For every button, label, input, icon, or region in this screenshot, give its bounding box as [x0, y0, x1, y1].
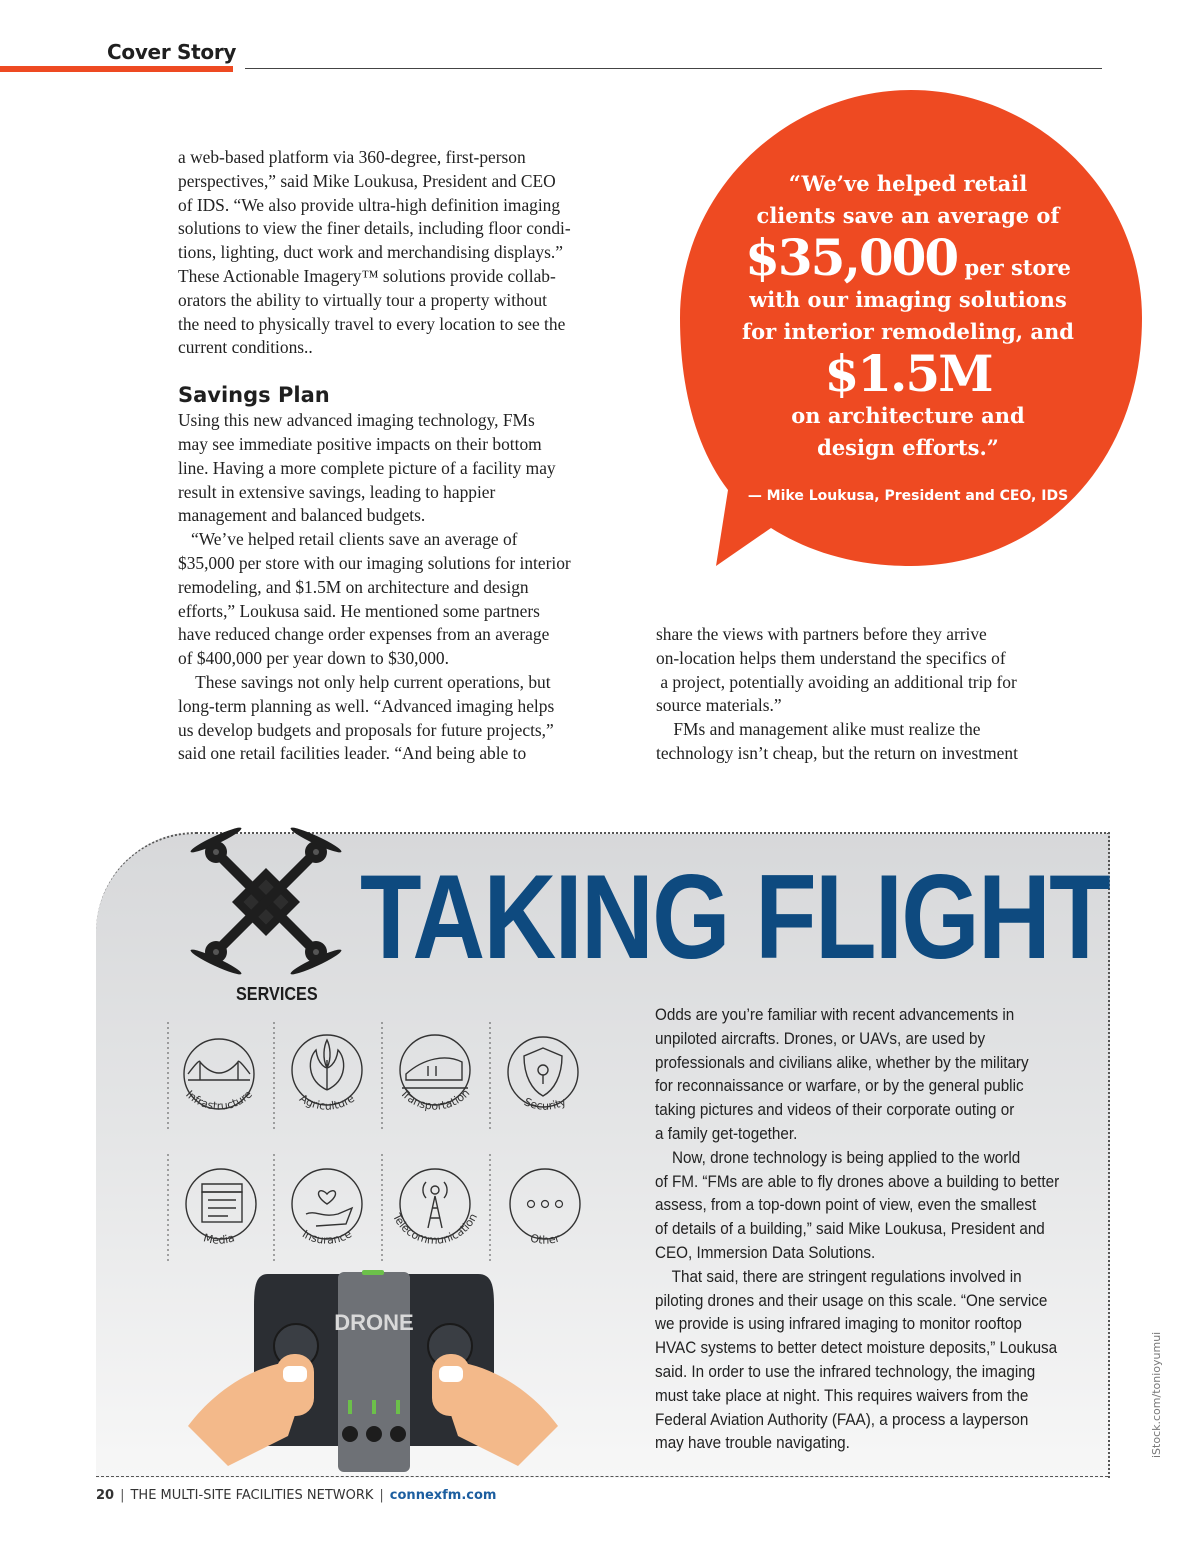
service-label-infrastructure: Infrastructure: [183, 1087, 255, 1113]
service-label-insurance: Insurance: [299, 1227, 355, 1247]
quote-attribution: — Mike Loukusa, President and CEO, IDS: [747, 488, 1069, 504]
article-column-1: [178, 146, 628, 766]
quote-line: clients save an average of: [756, 203, 1060, 228]
paragraph-line: current conditions..: [178, 337, 313, 358]
page-number: 20: [96, 1488, 115, 1503]
paragraph-line: we provide is using infrared imaging to monitor rooftop: [655, 1315, 1022, 1334]
paragraph-line: HVAC systems to better detect moisture deposits,” Loukusa: [655, 1339, 1058, 1358]
paragraph-line: source materials.”: [656, 695, 782, 716]
paragraph-line: management and balanced budgets.: [178, 505, 426, 526]
quote-line: for interior remodeling, and: [742, 319, 1074, 344]
quote-highlight-line: [728, 228, 1088, 287]
pull-quote: [728, 168, 1088, 504]
service-label-other: Other: [528, 1231, 562, 1247]
paragraph-line: “We’ve helped retail clients save an average of: [178, 529, 518, 550]
paragraph-line: may have trouble navigating.: [655, 1434, 850, 1453]
service-label-transportation: Transportation: [397, 1086, 473, 1113]
subhead: Savings Plan: [178, 383, 330, 408]
quote-figure-1-5m: $1.5M: [824, 344, 992, 403]
header-accent-rule: [0, 66, 233, 72]
publication-name: THE MULTI-SITE FACILITIES NETWORK: [130, 1488, 374, 1503]
header-rule: [245, 68, 1102, 69]
sidebar-bottom-rule: [96, 1476, 1108, 1477]
paragraph-line: us develop budgets and proposals for future projects,”: [178, 719, 554, 740]
paragraph-line: piloting drones and their usage on this scale. “One service: [655, 1291, 1048, 1310]
paragraph-line: perspectives,” said Mike Loukusa, President and CEO: [178, 170, 556, 191]
drone-brand-label: DRONE: [334, 1310, 414, 1335]
paragraph-line: technology isn’t cheap, but the return on investment: [656, 742, 1018, 763]
quote-line: with our imaging solutions: [749, 287, 1067, 312]
paragraph-line: of details of a building,” said Mike Loukusa, President and: [655, 1220, 1045, 1239]
paragraph-line: orators the ability to virtually tour a property without: [178, 289, 547, 310]
paragraph-line: must take place at night. This requires waivers from the: [655, 1386, 1029, 1405]
paragraph-line: line. Having a more complete picture of a facility may: [178, 457, 556, 478]
website-link[interactable]: connexfm.com: [389, 1488, 497, 1503]
paragraph-line: Using this new advanced imaging technology, FMs: [178, 410, 535, 431]
drone-controller-icon: [188, 1266, 558, 1476]
drone-icon: [186, 822, 346, 982]
paragraph-line: on-location helps them understand the specifics of: [656, 647, 1006, 668]
paragraph-line: share the views with partners before they arrive: [656, 624, 987, 644]
paragraph-line: unpiloted aircrafts. Drones, or UAVs, are used by: [655, 1029, 986, 1048]
service-label-security: Security: [522, 1095, 569, 1113]
quote-line: on architecture and: [791, 403, 1025, 428]
paragraph-line: said one retail facilities leader. “And being able to: [178, 743, 527, 764]
quote-figure-35000: $35,000: [745, 228, 958, 287]
paragraph-line: taking pictures and videos of their corporate outing or: [655, 1101, 1015, 1120]
paragraph-line: tions, lighting, duct work and merchandising displays.”: [178, 242, 563, 263]
quote-line: “We’ve helped retail: [788, 171, 1028, 196]
services-icon-grid: [166, 1018, 606, 1268]
paragraph-line: FMs and management alike must realize the: [656, 719, 981, 740]
paragraph-line: CEO, Immersion Data Solutions.: [655, 1243, 876, 1262]
paragraph-line: result in extensive savings, leading to happier: [178, 481, 496, 502]
paragraph-line: have reduced change order expenses from an average: [178, 624, 550, 645]
sidebar-body: [655, 1004, 1060, 1456]
service-label-telecommunication: Telecommunication: [390, 1211, 481, 1247]
paragraph-line: These Actionable Imagery™ solutions provide collab-: [178, 265, 556, 286]
section-label: Cover Story: [107, 40, 237, 64]
paragraph-line: a family get-together.: [655, 1124, 798, 1143]
paragraph-line: the need to physically travel to every location to see the: [178, 313, 566, 334]
footer-separator: |: [379, 1488, 384, 1503]
article-column-2: [656, 623, 1106, 766]
paragraph-line: Federal Aviation Authority (FAA), a process a layperson: [655, 1410, 1029, 1429]
service-label-media: Media: [201, 1231, 237, 1247]
paragraph-line: professionals and civilians alike, whether by the military: [655, 1053, 1029, 1072]
quote-line: design efforts.”: [817, 435, 999, 460]
paragraph-line: for reconnaissance or warfare, or by the general public: [655, 1077, 1024, 1096]
sidebar-title: TAKING FLIGHT: [360, 850, 1109, 984]
paragraph-line: of IDS. “We also provide ultra-high definition imaging: [178, 194, 561, 215]
paragraph-line: may see immediate positive impacts on their bottom: [178, 433, 542, 454]
service-label-agriculture: Agriculture: [297, 1091, 357, 1113]
paragraph-line: Now, drone technology is being applied to the world: [655, 1148, 1021, 1167]
paragraph-line: long-term planning as well. “Advanced imaging helps: [178, 695, 555, 716]
paragraph-line: remodeling, and $1.5M on architecture and design: [178, 576, 529, 597]
paragraph-line: $35,000 per store with our imaging solutions for interior: [178, 552, 571, 573]
paragraph-line: a project, potentially avoiding an additional trip for: [656, 671, 1017, 692]
paragraph-line: of $400,000 per year down to $30,000.: [178, 648, 449, 669]
quote-highlight-line: [728, 344, 1088, 403]
page-footer: [96, 1488, 496, 1503]
paragraph-line: a web-based platform via 360-degree, first-person: [178, 147, 526, 167]
paragraph-line: That said, there are stringent regulations involved in: [655, 1267, 1022, 1286]
paragraph-line: solutions to view the finer details, including floor condi-: [178, 218, 571, 239]
paragraph-line: Odds are you’re familiar with recent advancements in: [655, 1006, 1015, 1024]
footer-separator: |: [120, 1488, 125, 1503]
paragraph-line: of FM. “FMs are able to fly drones above a building to better: [655, 1172, 1060, 1191]
paragraph-line: assess, from a top-down point of view, even the smallest: [655, 1196, 1037, 1215]
paragraph-line: efforts,” Loukusa said. He mentioned some partners: [178, 600, 540, 621]
services-label: SERVICES: [236, 984, 318, 1004]
quote-per-store: per store: [957, 255, 1071, 280]
paragraph-line: said. In order to use the infrared technology, the imaging: [655, 1362, 1036, 1381]
paragraph-line: These savings not only help current operations, but: [178, 671, 551, 692]
photo-credit: iStock.com/tonioyumui: [1150, 1331, 1163, 1458]
